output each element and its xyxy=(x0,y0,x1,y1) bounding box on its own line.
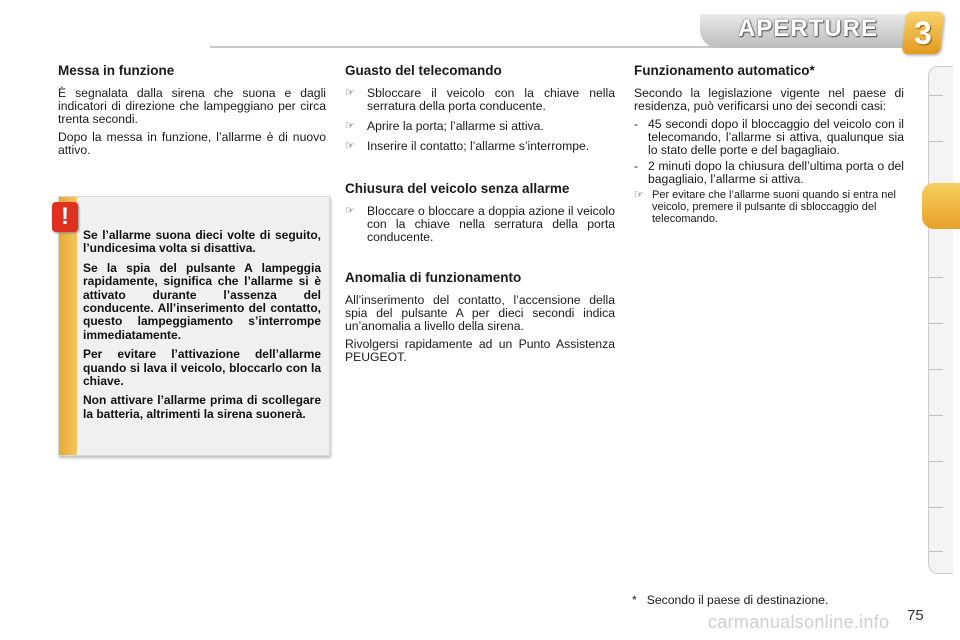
tab-divider xyxy=(929,551,943,552)
list-item-text: Sbloccare il veicolo con la chiave nella serratura della porta conducente. xyxy=(367,86,615,113)
column-3 xyxy=(634,63,904,232)
tab-divider xyxy=(929,95,943,96)
section-title-anomalia: Anomalia di funzionamento xyxy=(345,270,522,285)
chapter-tabs xyxy=(928,66,953,574)
tab-divider xyxy=(929,369,943,370)
pointing-hand-icon: ☞ xyxy=(345,87,355,99)
paragraph: Dopo la messa in funzione, l’allarme è di nuovo attivo. xyxy=(58,130,326,157)
list-item-text: 2 minuti dopo la chiusura dell’ultima porta o del bagagliaio, l’allarme si attiva. xyxy=(648,159,904,186)
tip-item xyxy=(634,189,904,225)
tab-divider xyxy=(929,415,943,416)
list-item-text: Aprire la porta; l’allarme si attiva. xyxy=(367,119,544,133)
list-item xyxy=(345,140,615,153)
list-item-text: 45 secondi dopo il bloccaggio del veicolo con il telecomando, l’allarme si attiva, qualunque sia lo stato delle porte e del bagagliaio. xyxy=(648,117,904,157)
warning-paragraph: Se la spia del pulsante A lampeggia rapidamente, significa che l’allarme si è attivato durante l’assenza del conducente. All’inserimento del contatto, questo lampeggiamento s’interrompe immediatamente. xyxy=(83,260,321,342)
pointing-hand-icon: ☞ xyxy=(634,189,644,201)
tab-divider xyxy=(929,461,943,462)
tab-divider xyxy=(929,277,943,278)
column-2 xyxy=(345,63,615,369)
tab-divider xyxy=(929,507,943,508)
pointing-hand-icon: ☞ xyxy=(345,205,355,217)
warning-bar xyxy=(59,197,77,455)
paragraph: È segnalata dalla sirena che suona e dagli indicatori di direzione che lampeggiano per circa trenta secondi. xyxy=(58,86,326,126)
footnote-text: Secondo il paese di destinazione. xyxy=(646,593,829,607)
paragraph: All’inserimento del contatto, l’accensione della spia del pulsante A per dieci secondi indica un’anomalia a livello della sirena. xyxy=(345,293,615,333)
footnote xyxy=(632,593,828,607)
section-title-guasto: Guasto del telecomando xyxy=(345,63,502,78)
list-item: - 45 secondi dopo il bloccaggio del veicolo con il telecomando, l’allarme si attiva, qualunque sia lo stato delle porte e del bagagliaio. xyxy=(634,117,904,157)
warning-paragraph: Per evitare l’attivazione dell’allarme quando si lava il veicolo, bloccarlo con la chiave. xyxy=(83,347,321,389)
exclamation-icon: ! xyxy=(52,202,78,232)
section-title-funzionamento: Funzionamento automatico* xyxy=(634,63,815,78)
active-chapter-tab[interactable] xyxy=(922,183,960,229)
page-number: 75 xyxy=(907,607,924,624)
chapter-number: 3 xyxy=(914,15,932,51)
tip-text: Per evitare che l’allarme suoni quando si entra nel veicolo, premere il pulsante di sbloccaggio del telecomando. xyxy=(652,189,896,225)
section-title-messa: Messa in funzione xyxy=(58,63,175,78)
warning-text xyxy=(83,229,321,427)
list-item xyxy=(345,205,615,244)
pointing-hand-icon: ☞ xyxy=(345,140,355,152)
warning-paragraph: Non attivare l’allarme prima di scollegare la batteria, altrimenti la sirena suonerà. xyxy=(83,393,321,421)
list-item xyxy=(345,87,615,113)
tab-divider xyxy=(929,141,943,142)
paragraph: Secondo la legislazione vigente nel paese di residenza, può verificarsi uno dei secondi casi: xyxy=(634,86,904,113)
list-item-text: Bloccare o bloccare a doppia azione il veicolo con la chiave nella serratura della porta conducente. xyxy=(367,204,615,244)
warning-box xyxy=(58,196,330,456)
tab-divider xyxy=(929,323,943,324)
chapter-badge xyxy=(902,12,944,54)
watermark: carmanualsonline.info xyxy=(708,612,890,632)
warning-paragraph: Se l’allarme suona dieci volte di seguito, l’undicesima volta si disattiva. xyxy=(83,228,321,256)
list-item: - 2 minuti dopo la chiusura dell’ultima porta o del bagagliaio, l’allarme si attiva. xyxy=(634,159,904,186)
column-1 xyxy=(58,63,326,162)
list-item xyxy=(345,120,615,133)
list-item-text: Inserire il contatto; l’allarme s’interrompe. xyxy=(367,139,590,153)
section-title-chiusura: Chiusura del veicolo senza allarme xyxy=(345,181,570,196)
paragraph: Rivolgersi rapidamente ad un Punto Assistenza PEUGEOT. xyxy=(345,337,615,364)
pointing-hand-icon: ☞ xyxy=(345,120,355,132)
page-title: APERTURE xyxy=(738,15,879,42)
footnote-marker: * xyxy=(632,593,637,607)
